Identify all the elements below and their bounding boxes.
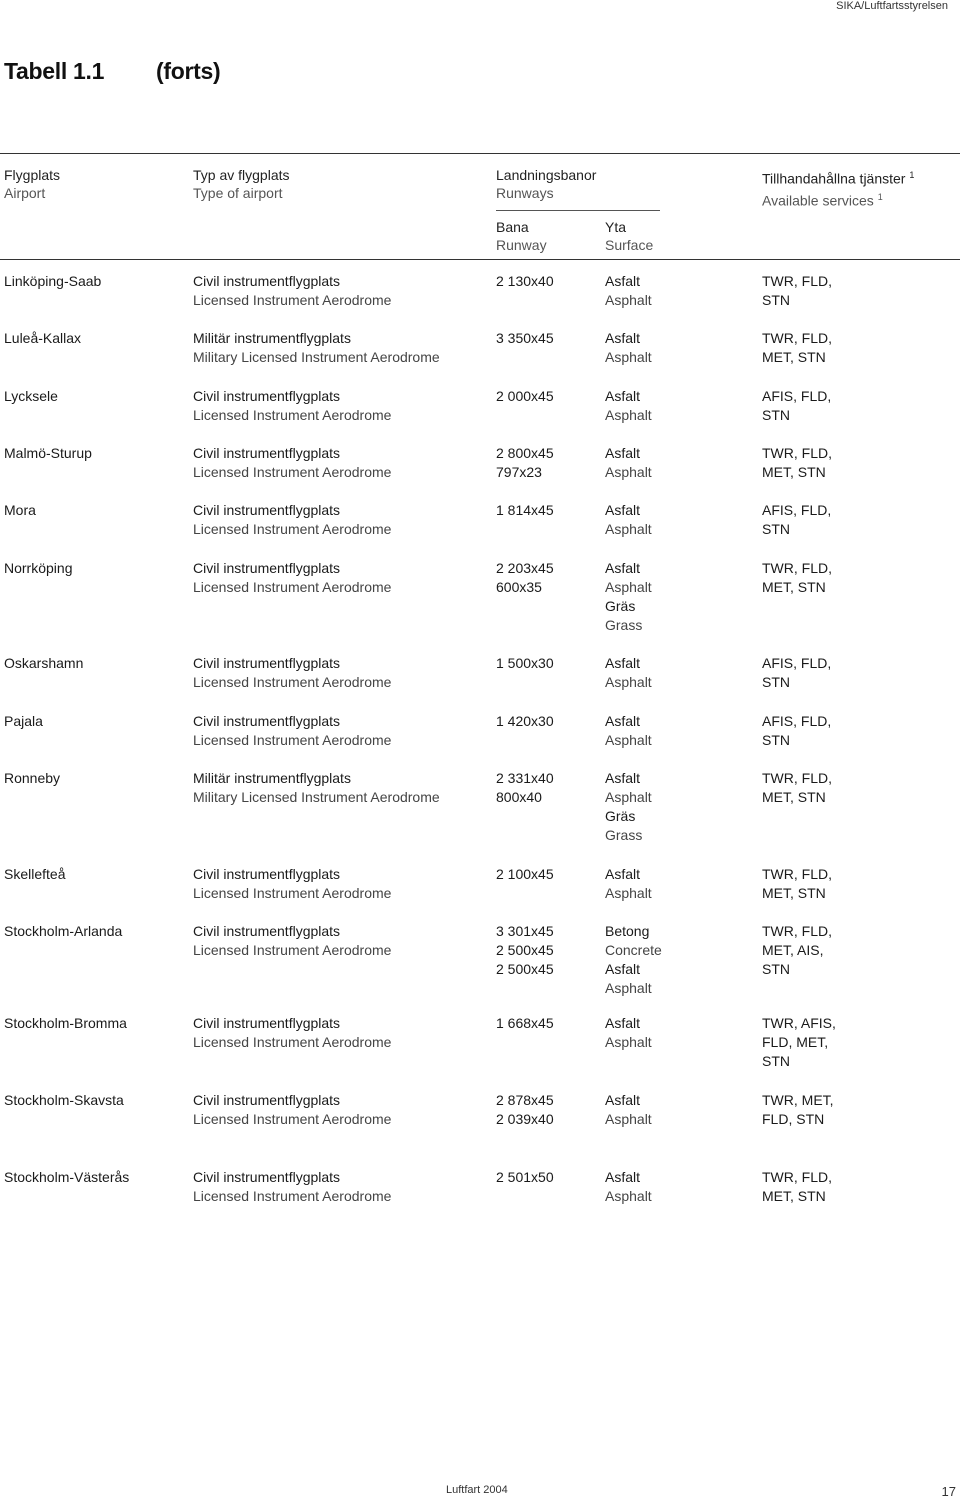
airport-type-sv: Civil instrumentflygplats bbox=[193, 923, 341, 939]
services-value: TWR, FLD, bbox=[762, 273, 832, 289]
runway-dimensions bbox=[496, 329, 554, 348]
services-value: FLD, STN bbox=[762, 1111, 825, 1127]
col-header-services bbox=[762, 166, 914, 209]
services-value: TWR, FLD, bbox=[762, 560, 832, 576]
available-services bbox=[762, 1014, 836, 1071]
airport-label: Stockholm-Västerås bbox=[4, 1169, 130, 1185]
airport-type-sv: Civil instrumentflygplats bbox=[193, 273, 341, 289]
table-continued: (forts) bbox=[156, 58, 221, 84]
runway-dimensions bbox=[496, 1091, 554, 1129]
col-header-type-sv: Typ av flygplats bbox=[193, 167, 290, 183]
surface-value: Asphalt bbox=[605, 732, 652, 748]
table-number: Tabell 1.1 bbox=[4, 58, 105, 84]
col-header-runway-sv: Bana bbox=[496, 219, 529, 235]
airport-name bbox=[4, 769, 60, 788]
available-services bbox=[762, 272, 832, 310]
surface-value: Asfalt bbox=[605, 330, 641, 346]
runway-surface bbox=[605, 387, 652, 425]
runway-surface bbox=[605, 922, 662, 998]
airport-label: Stockholm-Skavsta bbox=[4, 1092, 124, 1108]
services-value: STN bbox=[762, 521, 790, 537]
runway-surface bbox=[605, 1091, 652, 1129]
runway-value: 2 203x45 bbox=[496, 560, 554, 576]
airport-name bbox=[4, 1168, 129, 1187]
airport-type-en: Licensed Instrument Aerodrome bbox=[193, 407, 392, 423]
services-value: STN bbox=[762, 674, 790, 690]
airport-type-sv: Civil instrumentflygplats bbox=[193, 1092, 341, 1108]
services-value: MET, STN bbox=[762, 579, 826, 595]
runway-dimensions bbox=[496, 922, 554, 979]
airport-type-sv: Civil instrumentflygplats bbox=[193, 1169, 341, 1185]
airport-type-sv: Civil instrumentflygplats bbox=[193, 655, 341, 671]
col-header-airport-en: Airport bbox=[4, 185, 46, 201]
surface-value: Grass bbox=[605, 827, 643, 843]
airport-label: Malmö-Sturup bbox=[4, 445, 92, 461]
col-header-runways-sv: Landningsbanor bbox=[496, 167, 597, 183]
runway-surface bbox=[605, 1168, 652, 1206]
services-value: STN bbox=[762, 732, 790, 748]
airport-type-en: Licensed Instrument Aerodrome bbox=[193, 732, 392, 748]
services-value: AFIS, FLD, bbox=[762, 713, 832, 729]
runway-value: 3 301x45 bbox=[496, 923, 554, 939]
available-services bbox=[762, 769, 832, 807]
services-value: TWR, FLD, bbox=[762, 923, 832, 939]
services-value: TWR, FLD, bbox=[762, 770, 832, 786]
page-number: 17 bbox=[941, 1484, 956, 1499]
surface-value: Asphalt bbox=[605, 1111, 652, 1127]
runway-surface bbox=[605, 272, 652, 310]
services-value: TWR, AFIS, bbox=[762, 1015, 836, 1031]
airport-label: Norrköping bbox=[4, 560, 73, 576]
airport-type-en: Licensed Instrument Aerodrome bbox=[193, 1111, 392, 1127]
col-header-services-sv: Tillhandahållna tjänster bbox=[762, 170, 906, 187]
runway-surface bbox=[605, 329, 652, 367]
runway-surface bbox=[605, 865, 652, 903]
surface-value: Asphalt bbox=[605, 464, 652, 480]
airport-name bbox=[4, 272, 101, 291]
col-header-runways-en: Runways bbox=[496, 185, 554, 201]
col-header-services-en: Available services bbox=[762, 192, 874, 209]
col-header-airport bbox=[4, 166, 60, 202]
services-value: MET, STN bbox=[762, 349, 826, 365]
airport-type bbox=[193, 1168, 391, 1206]
surface-value: Asfalt bbox=[605, 713, 641, 729]
table-top-rule bbox=[0, 153, 960, 154]
services-value: FLD, MET, bbox=[762, 1034, 829, 1050]
runway-surface bbox=[605, 501, 652, 539]
airport-type bbox=[193, 1014, 391, 1052]
surface-value: Gräs bbox=[605, 808, 636, 824]
airport-type bbox=[193, 387, 391, 425]
surface-value: Asfalt bbox=[605, 1015, 641, 1031]
surface-value: Asfalt bbox=[605, 1169, 641, 1185]
runway-value: 1 814x45 bbox=[496, 502, 554, 518]
services-value: AFIS, FLD, bbox=[762, 502, 832, 518]
airport-name bbox=[4, 501, 36, 520]
airport-type-en: Military Licensed Instrument Aerodrome bbox=[193, 789, 440, 805]
airport-label: Pajala bbox=[4, 713, 43, 729]
airport-type-en: Licensed Instrument Aerodrome bbox=[193, 464, 392, 480]
airport-type bbox=[193, 329, 440, 367]
services-value: MET, STN bbox=[762, 1188, 826, 1204]
airport-type-en: Licensed Instrument Aerodrome bbox=[193, 885, 392, 901]
airport-type bbox=[193, 769, 440, 807]
publisher-header: SIKA/Luftfartsstyrelsen bbox=[836, 0, 948, 12]
col-header-runway-en: Runway bbox=[496, 237, 547, 253]
airport-type-sv: Civil instrumentflygplats bbox=[193, 1015, 341, 1031]
airport-label: Skellefteå bbox=[4, 866, 66, 882]
surface-value: Betong bbox=[605, 923, 650, 939]
airport-type bbox=[193, 501, 391, 539]
airport-type-sv: Militär instrumentflygplats bbox=[193, 330, 351, 346]
airport-name bbox=[4, 387, 58, 406]
col-header-surface-en: Surface bbox=[605, 237, 654, 253]
airport-type bbox=[193, 272, 391, 310]
runway-value: 1 500x30 bbox=[496, 655, 554, 671]
runway-value: 2 000x45 bbox=[496, 388, 554, 404]
available-services bbox=[762, 922, 832, 979]
runway-surface bbox=[605, 654, 652, 692]
runway-value: 3 350x45 bbox=[496, 330, 554, 346]
airport-type-en: Licensed Instrument Aerodrome bbox=[193, 521, 392, 537]
surface-value: Gräs bbox=[605, 598, 636, 614]
col-header-runways bbox=[496, 166, 596, 202]
airport-type-sv: Civil instrumentflygplats bbox=[193, 866, 341, 882]
available-services bbox=[762, 387, 831, 425]
runway-value: 800x40 bbox=[496, 789, 542, 805]
airport-label: Linköping-Saab bbox=[4, 273, 102, 289]
airport-type-sv: Militär instrumentflygplats bbox=[193, 770, 351, 786]
col-header-type-en: Type of airport bbox=[193, 185, 283, 201]
runway-dimensions bbox=[496, 769, 554, 807]
runway-surface bbox=[605, 559, 652, 635]
col-header-type bbox=[193, 166, 290, 202]
services-value: TWR, FLD, bbox=[762, 445, 832, 461]
airport-name bbox=[4, 444, 92, 463]
runway-value: 2 501x50 bbox=[496, 1169, 554, 1185]
runway-value: 797x23 bbox=[496, 464, 542, 480]
airport-label: Ronneby bbox=[4, 770, 61, 786]
airport-label: Lycksele bbox=[4, 388, 58, 404]
surface-value: Asphalt bbox=[605, 980, 652, 996]
runway-value: 2 100x45 bbox=[496, 866, 554, 882]
runway-surface bbox=[605, 1014, 652, 1052]
footnote-marker: 1 bbox=[909, 170, 915, 180]
airport-label: Oskarshamn bbox=[4, 655, 84, 671]
airport-name bbox=[4, 922, 122, 941]
airport-label: Stockholm-Arlanda bbox=[4, 923, 123, 939]
col-header-surface bbox=[605, 218, 653, 254]
services-value: TWR, FLD, bbox=[762, 330, 832, 346]
surface-value: Asphalt bbox=[605, 1034, 652, 1050]
available-services bbox=[762, 1168, 832, 1206]
services-value: AFIS, FLD, bbox=[762, 655, 832, 671]
services-value: AFIS, FLD, bbox=[762, 388, 832, 404]
col-header-runway bbox=[496, 218, 547, 254]
airport-type-en: Licensed Instrument Aerodrome bbox=[193, 292, 392, 308]
surface-value: Asphalt bbox=[605, 789, 652, 805]
airport-type-en: Military Licensed Instrument Aerodrome bbox=[193, 349, 440, 365]
surface-value: Grass bbox=[605, 617, 643, 633]
table-title bbox=[4, 58, 221, 85]
services-value: STN bbox=[762, 292, 790, 308]
airport-type-en: Licensed Instrument Aerodrome bbox=[193, 942, 392, 958]
services-value: STN bbox=[762, 961, 790, 977]
surface-value: Asphalt bbox=[605, 885, 652, 901]
airport-type-en: Licensed Instrument Aerodrome bbox=[193, 579, 392, 595]
services-value: MET, AIS, bbox=[762, 942, 824, 958]
surface-value: Asphalt bbox=[605, 579, 652, 595]
services-value: STN bbox=[762, 407, 790, 423]
runway-value: 2 130x40 bbox=[496, 273, 554, 289]
col-header-airport-sv: Flygplats bbox=[4, 167, 61, 183]
footnote-marker: 1 bbox=[877, 191, 883, 202]
runway-dimensions bbox=[496, 1014, 554, 1033]
runway-value: 2 039x40 bbox=[496, 1111, 554, 1127]
services-value: MET, STN bbox=[762, 464, 826, 480]
airport-type bbox=[193, 865, 391, 903]
surface-value: Asphalt bbox=[605, 292, 652, 308]
col-header-surface-sv: Yta bbox=[605, 219, 627, 235]
surface-value: Asphalt bbox=[605, 674, 652, 690]
airport-type bbox=[193, 559, 391, 597]
airport-type bbox=[193, 1091, 391, 1129]
surface-value: Asfalt bbox=[605, 866, 641, 882]
runway-value: 1 420x30 bbox=[496, 713, 554, 729]
airport-name bbox=[4, 865, 65, 884]
surface-value: Asfalt bbox=[605, 445, 641, 461]
airport-name bbox=[4, 329, 81, 348]
surface-value: Asfalt bbox=[605, 502, 641, 518]
airport-type-sv: Civil instrumentflygplats bbox=[193, 388, 341, 404]
runway-dimensions bbox=[496, 712, 554, 731]
runway-value: 2 500x45 bbox=[496, 961, 554, 977]
runway-dimensions bbox=[496, 272, 554, 291]
surface-value: Asfalt bbox=[605, 560, 641, 576]
runway-surface bbox=[605, 769, 652, 845]
surface-value: Asphalt bbox=[605, 407, 652, 423]
table-header-rule bbox=[0, 259, 960, 260]
surface-value: Asfalt bbox=[605, 388, 641, 404]
runway-dimensions bbox=[496, 654, 554, 673]
runway-surface bbox=[605, 444, 652, 482]
runway-dimensions bbox=[496, 865, 554, 884]
airport-name bbox=[4, 1014, 127, 1033]
runway-dimensions bbox=[496, 1168, 554, 1187]
runway-value: 2 331x40 bbox=[496, 770, 554, 786]
services-value: TWR, MET, bbox=[762, 1092, 834, 1108]
runways-subheader-rule bbox=[496, 210, 660, 211]
available-services bbox=[762, 712, 831, 750]
airport-type bbox=[193, 922, 391, 960]
surface-value: Asfalt bbox=[605, 1092, 641, 1108]
available-services bbox=[762, 501, 831, 539]
airport-label: Luleå-Kallax bbox=[4, 330, 82, 346]
airport-label: Stockholm-Bromma bbox=[4, 1015, 127, 1031]
surface-value: Asfalt bbox=[605, 961, 641, 977]
runway-dimensions bbox=[496, 444, 554, 482]
surface-value: Concrete bbox=[605, 942, 662, 958]
runway-value: 600x35 bbox=[496, 579, 542, 595]
airport-type bbox=[193, 444, 391, 482]
airport-type-sv: Civil instrumentflygplats bbox=[193, 502, 341, 518]
airport-type-en: Licensed Instrument Aerodrome bbox=[193, 1034, 392, 1050]
available-services bbox=[762, 444, 832, 482]
runway-value: 2 500x45 bbox=[496, 942, 554, 958]
airport-name bbox=[4, 654, 83, 673]
airport-type-sv: Civil instrumentflygplats bbox=[193, 445, 341, 461]
surface-value: Asfalt bbox=[605, 770, 641, 786]
services-value: TWR, FLD, bbox=[762, 1169, 832, 1185]
footer-publication: Luftfart 2004 bbox=[446, 1484, 508, 1496]
runway-value: 2 878x45 bbox=[496, 1092, 554, 1108]
airport-name bbox=[4, 559, 72, 578]
airport-name bbox=[4, 712, 43, 731]
airport-type bbox=[193, 712, 391, 750]
runway-surface bbox=[605, 712, 652, 750]
airport-label: Mora bbox=[4, 502, 36, 518]
airport-type-sv: Civil instrumentflygplats bbox=[193, 560, 341, 576]
available-services bbox=[762, 329, 832, 367]
runway-value: 2 800x45 bbox=[496, 445, 554, 461]
airport-type-en: Licensed Instrument Aerodrome bbox=[193, 1188, 392, 1204]
airport-type-en: Licensed Instrument Aerodrome bbox=[193, 674, 392, 690]
services-value: STN bbox=[762, 1053, 790, 1069]
runway-dimensions bbox=[496, 559, 554, 597]
services-value: MET, STN bbox=[762, 789, 826, 805]
runway-dimensions bbox=[496, 387, 554, 406]
airport-type-sv: Civil instrumentflygplats bbox=[193, 713, 341, 729]
surface-value: Asfalt bbox=[605, 273, 641, 289]
surface-value: Asphalt bbox=[605, 521, 652, 537]
surface-value: Asphalt bbox=[605, 349, 652, 365]
services-value: TWR, FLD, bbox=[762, 866, 832, 882]
surface-value: Asfalt bbox=[605, 655, 641, 671]
runway-value: 1 668x45 bbox=[496, 1015, 554, 1031]
runway-dimensions bbox=[496, 501, 554, 520]
available-services bbox=[762, 1091, 834, 1129]
airport-type bbox=[193, 654, 391, 692]
services-value: MET, STN bbox=[762, 885, 826, 901]
available-services bbox=[762, 865, 832, 903]
available-services bbox=[762, 654, 831, 692]
surface-value: Asphalt bbox=[605, 1188, 652, 1204]
available-services bbox=[762, 559, 832, 597]
airport-name bbox=[4, 1091, 124, 1110]
